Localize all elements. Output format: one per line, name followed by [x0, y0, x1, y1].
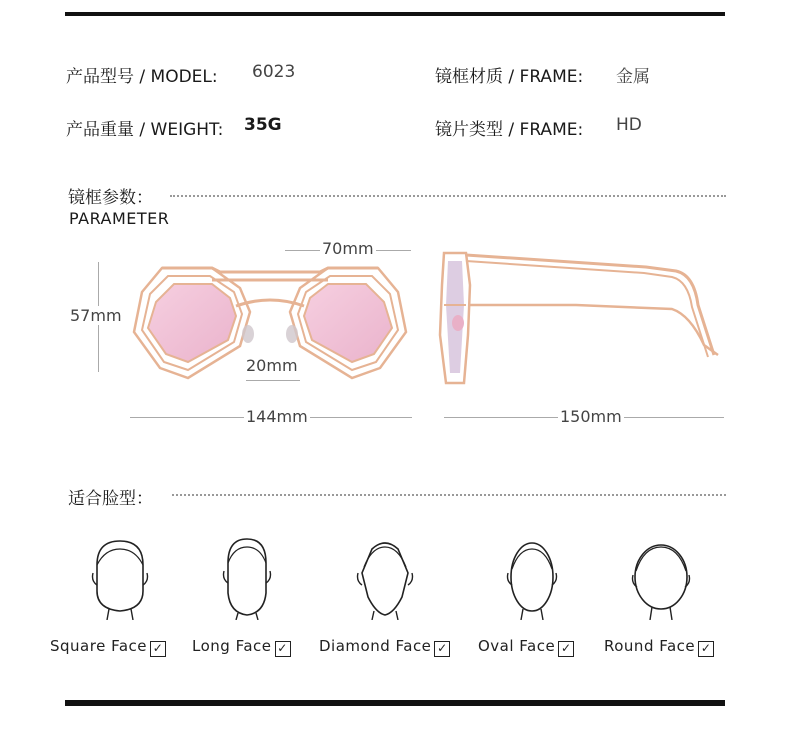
parameter-divider	[170, 195, 726, 197]
glasses-front-view	[120, 250, 420, 400]
weight-value: 35G	[244, 115, 282, 135]
face-label-round	[604, 637, 714, 657]
weight-label: 产品重量 / WEIGHT:	[66, 120, 224, 140]
parameter-subtitle: PARAMETER	[69, 209, 170, 228]
diamond-face-icon	[350, 535, 420, 620]
parameter-title: 镜框参数：	[68, 188, 153, 208]
face-shape-divider	[172, 494, 726, 496]
face-label-long-text: Long Face	[192, 637, 272, 655]
round-face-icon	[626, 535, 696, 620]
lens-width-label: 70mm	[322, 239, 374, 258]
face-label-long	[192, 637, 291, 657]
frame-material-value: 金属	[616, 67, 650, 87]
lens-type-label: 镜片类型 / FRAME:	[435, 120, 584, 140]
long-face-icon	[212, 535, 282, 620]
frame-width-label: 144mm	[246, 407, 308, 426]
lens-height-label: 57mm	[70, 306, 122, 325]
square-face-check: ✓	[150, 641, 166, 657]
face-label-round-text: Round Face	[604, 637, 696, 655]
face-label-diamond-text: Diamond Face	[319, 637, 432, 655]
bottom-rule	[65, 700, 725, 706]
face-label-oval	[478, 637, 574, 657]
model-value: 6023	[252, 62, 296, 82]
bridge-label: 20mm	[246, 356, 298, 375]
face-label-diamond	[319, 637, 450, 657]
oval-face-icon	[497, 535, 567, 620]
frame-material-label: 镜框材质 / FRAME:	[435, 67, 584, 87]
bridge-line	[246, 380, 300, 381]
square-face-icon	[85, 535, 155, 620]
round-face-check: ✓	[698, 641, 714, 657]
face-label-square-text: Square Face	[50, 637, 147, 655]
top-rule	[65, 12, 725, 16]
glasses-side-view	[436, 245, 726, 395]
face-label-square	[50, 637, 166, 657]
lens-type-value: HD	[616, 115, 642, 135]
face-label-oval-text: Oval Face	[478, 637, 556, 655]
diamond-face-check: ✓	[434, 641, 450, 657]
model-label: 产品型号 / MODEL:	[66, 67, 218, 87]
temple-length-label: 150mm	[560, 407, 622, 426]
face-shape-title: 适合脸型：	[68, 489, 153, 509]
oval-face-check: ✓	[558, 641, 574, 657]
long-face-check: ✓	[275, 641, 291, 657]
